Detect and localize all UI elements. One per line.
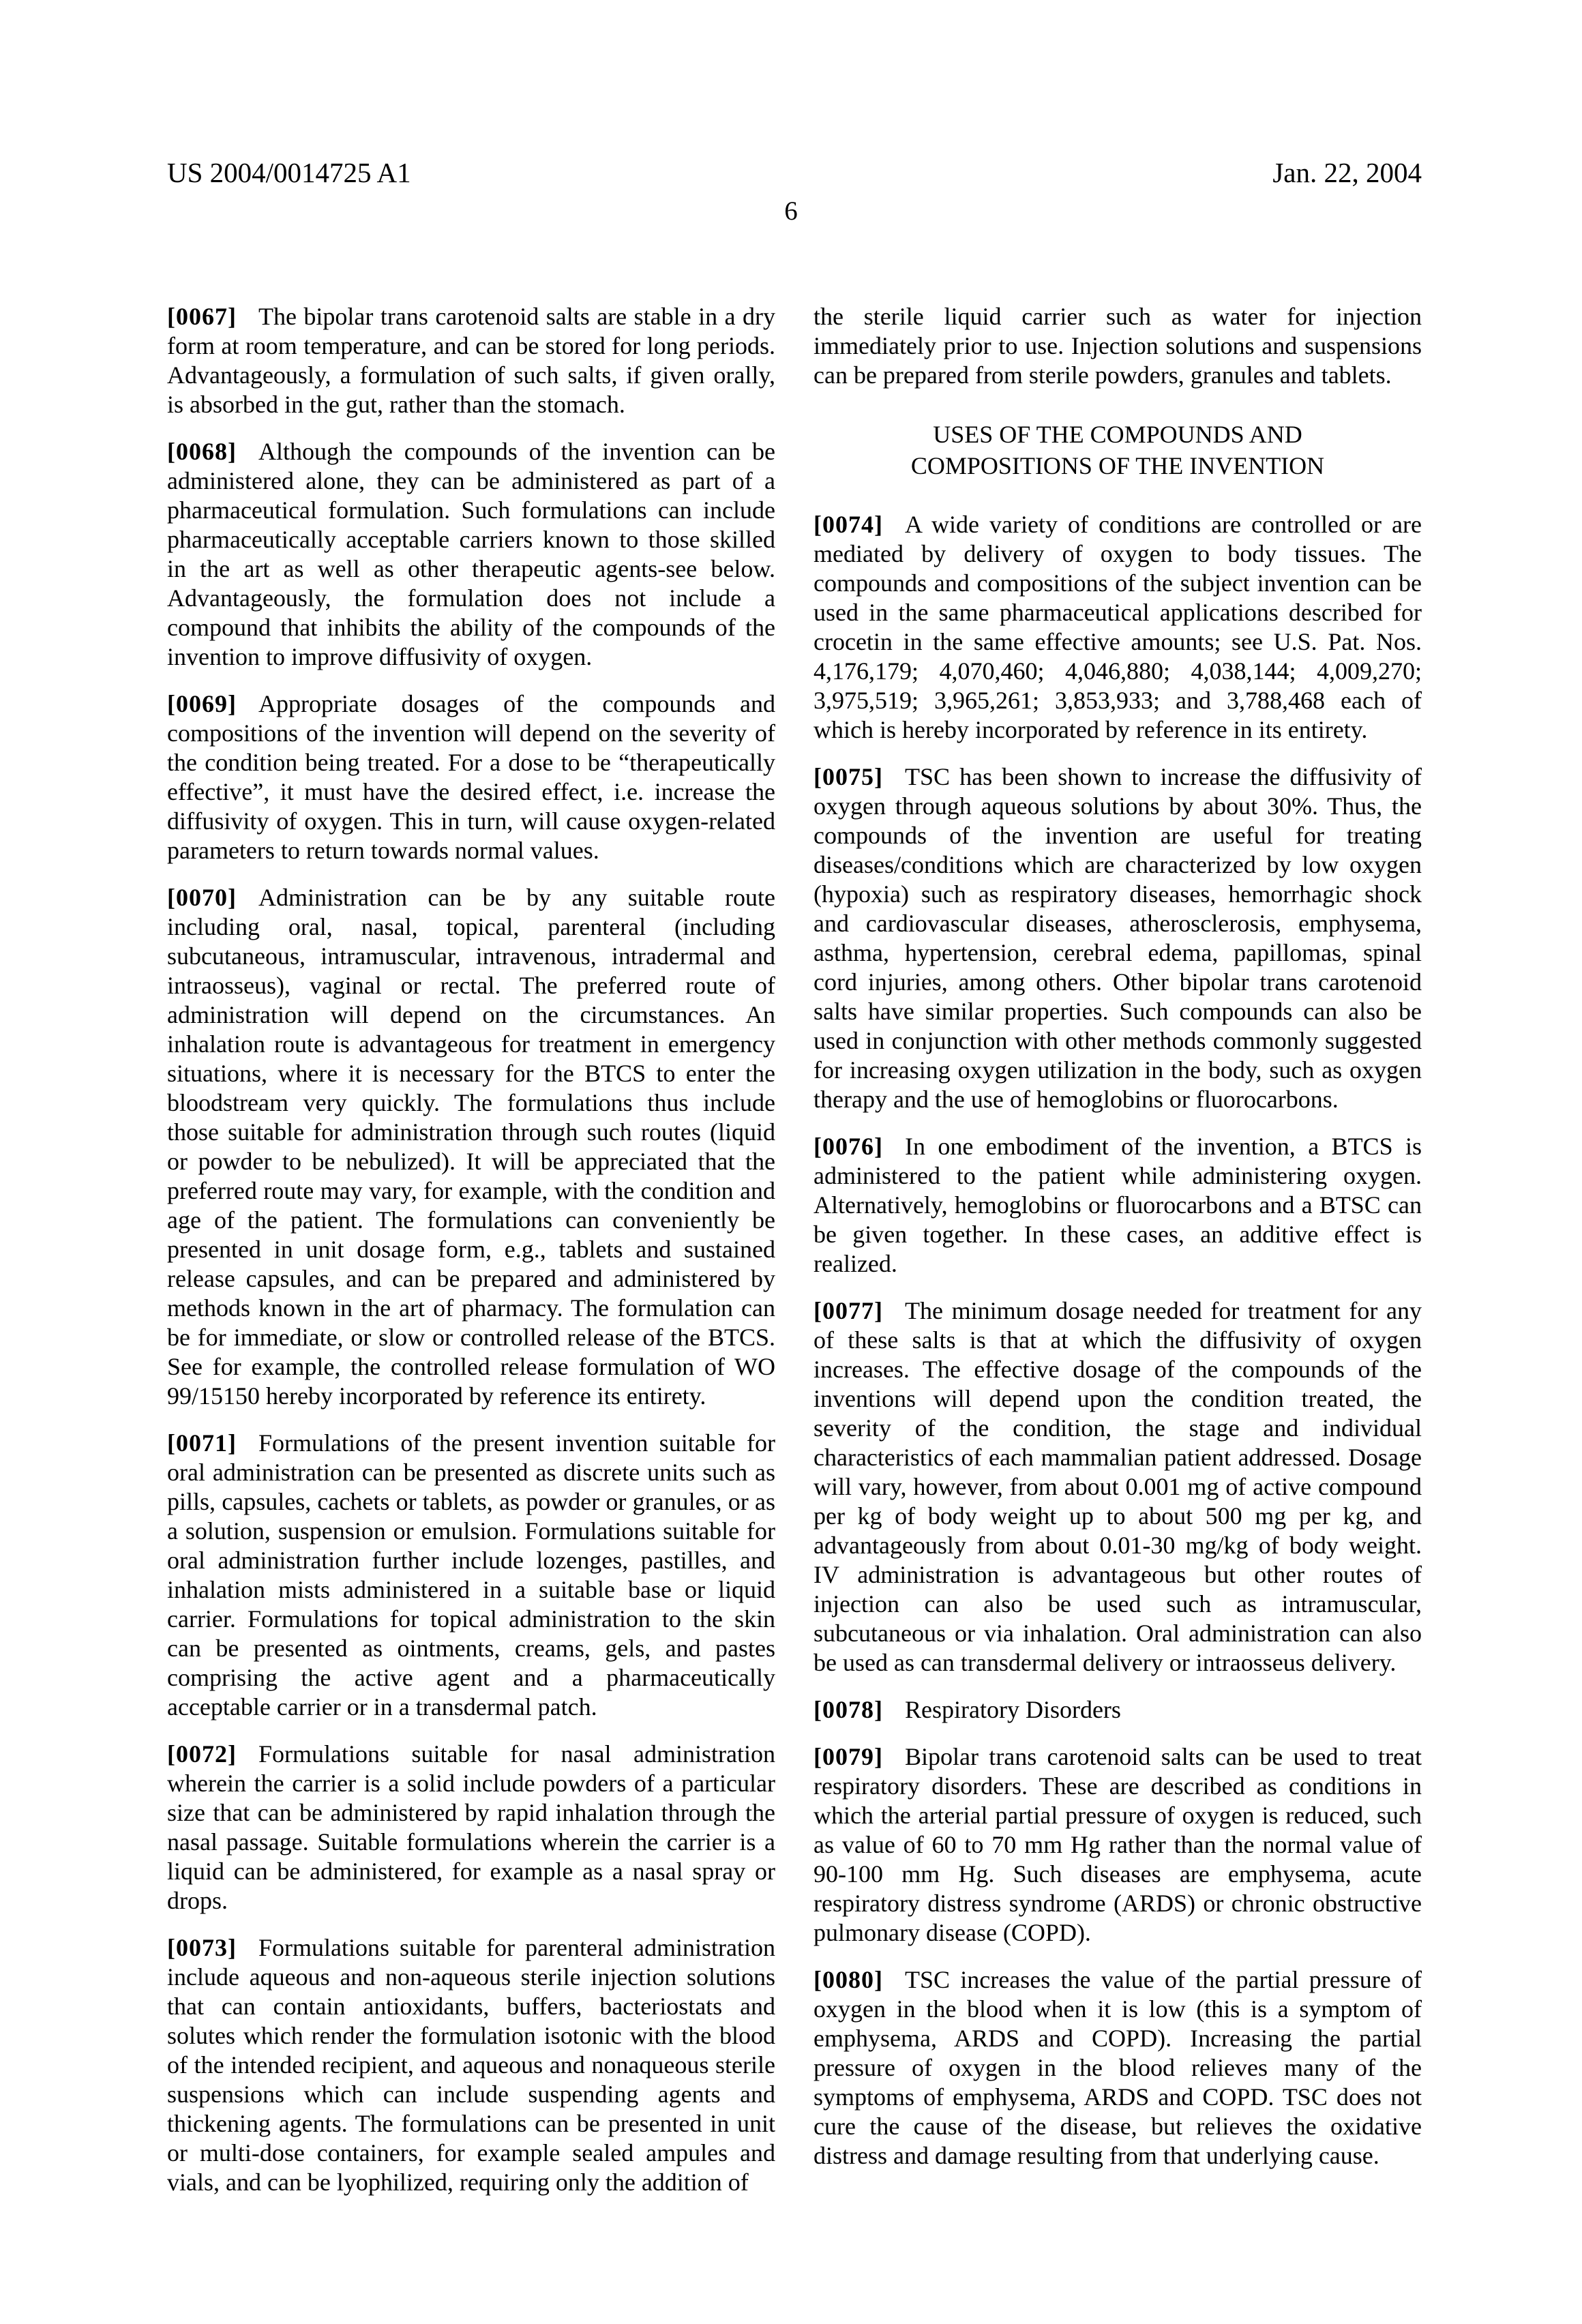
paragraph-text: TSC increases the value of the partial pressure of oxygen in the blood when it is low (this is a symptom of emphysema, ARDS and COPD). Increasing the partial pressure of oxygen in the blood relieves many of the symptoms of emphysema, ARDS and COPD. TSC does not cure the cause of the disease, but relieves the oxidative distress and damage resulting from that underlying cause. [814,1966,1422,2169]
paragraph-text: Administration can be by any suitable route including oral, nasal, topical, parenteral (including subcutaneous, intramuscular, intravenous, intradermal and intraosseus), vaginal or rectal. The preferred route of administration will depend on the circumstances. An inhalation route is advantageous for treatment in emergency situations, where it is necessary for the BTCS to enter the bloodstream very quickly. The formulations thus include those suitable for administration through such routes (liquid or powder to be nebulized). It will be appreciated that the preferred route may vary, for example, with the condition and age of the patient. The formulations can conveniently be presented in unit dosage form, e.g., tablets and sustained release capsules, and can be prepared and administered by methods known in the art of pharmacy. The formulation can be for immediate, or slow or controlled release of the BTCS. See for example, the controlled release formulation of WO 99/15150 hereby incorporated by reference its entirety. [167,884,775,1410]
paragraph-number: [0080] [814,1966,883,1993]
paragraph-text: Formulations of the present invention suitable for oral administration can be presented as discrete units such as pills, capsules, cachets or tablets, as powder or granules, or as a solution, suspension or emulsion. Formulations suitable for oral administration further include lozenges, pastilles, and inhalation mists administered in a suitable base or liquid carrier. Formulations for topical administration to the skin can be presented as ointments, creams, gels, and pastes comprising the active agent and a pharmaceutically acceptable carrier or in a transdermal patch. [167,1429,775,1720]
paragraph-text: In one embodiment of the invention, a BTCS is administered to the patient while administering oxygen. Alternatively, hemoglobins or fluorocarbons and a BTSC can be given together. In these cases, an additive effect is realized. [814,1133,1422,1277]
paragraph [814,1695,1422,1725]
paragraph-number: [0067] [167,303,237,330]
publication-date: Jan. 22, 2004 [1272,157,1422,188]
patent-publication-number: US 2004/0014725 A1 [167,157,411,188]
paragraph-text: A wide variety of conditions are controlled or are mediated by delivery of oxygen to body tissues. The compounds and compositions of the subject invention can be used in the same pharmaceutical applications described for crocetin in the same effective amounts; see U.S. Pat. Nos. 4,176,179; 4,070,460; 4,046,880; 4,038,144; 4,009,270; 3,975,519; 3,965,261; 3,853,933; and 3,788,468 each of which is hereby incorporated by reference in its entirety. [814,511,1422,743]
paragraph-number: [0079] [814,1743,883,1770]
paragraph-text: Formulations suitable for nasal administration wherein the carrier is a solid include powders of a particular size that can be administered by rapid inhalation through the nasal passage. Suitable formulations wherein the carrier is a liquid can be administered, for example as a nasal spray or drops. [167,1740,775,1914]
paragraph [814,762,1422,1114]
section-heading-line: COMPOSITIONS OF THE INVENTION [910,452,1325,479]
paragraph-text: The minimum dosage needed for treatment for any of these salts is that at which the diffusivity of oxygen increases. The effective dosage of the compounds of the inventions will depend upon the condition treated, the severity of the condition, the stage and individual characteristics of each mammalian patient addressed. Dosage will vary, however, from about 0.001 mg of active compound per kg of body weight up to about 500 mg per kg, and advantageously from about 0.01-30 mg/kg of body weight. IV administration is advantageous but other routes of injection can also be used such as intramuscular, subcutaneous or via inhalation. Oral administration can also be used as can transdermal delivery or intraosseus delivery. [814,1297,1422,1676]
paragraph [167,1429,775,1722]
text-columns [167,302,1422,2215]
paragraph-text: Bipolar trans carotenoid salts can be used to treat respiratory disorders. These are described as conditions in which the arterial partial pressure of oxygen is reduced, such as value of 60 to 70 mm Hg rather than the normal value of 90-100 mm Hg. Such diseases are emphysema, acute respiratory distress syndrome (ARDS) or chronic obstructive pulmonary disease (COPD). [814,1743,1422,1946]
paragraph-text: Although the compounds of the invention can be administered alone, they can be administered as part of a pharmaceutical formulation. Such formulations can include pharmaceutically acceptable carriers known to those skilled in the art as well as other therapeutic agents-see below. Advantageously, the formulation does not include a compound that inhibits the ability of the compounds of the invention to improve diffusivity of oxygen. [167,438,775,670]
section-heading-line: USES OF THE COMPOUNDS AND [933,421,1302,448]
paragraph-text: Respiratory Disorders [904,1696,1121,1723]
left-column [167,302,775,2215]
paragraph-text: Appropriate dosages of the compounds and compositions of the invention will depend on the severity of the condition being treated. For a dose to be “therapeutically effective”, it must have the desired effect, i.e. increase the diffusivity of oxygen. This in turn, will cause oxygen-related parameters to return towards normal values. [167,690,775,864]
paragraph [814,1132,1422,1279]
paragraph [167,1740,775,1916]
paragraph-number: [0074] [814,511,883,538]
paragraph-text: Formulations suitable for parenteral administration include aqueous and non-aqueous sterile injection solutions that can contain antioxidants, buffers, bacteriostats and solutes which render the formulation isotonic with the blood of the intended recipient, and aqueous and nonaqueous sterile suspensions which can include suspending agents and thickening agents. The formulations can be presented in unit or multi-dose containers, for example sealed ampules and vials, and can be lyophilized, requiring only the addition of [167,1934,775,2196]
paragraph [814,1742,1422,1948]
paragraph [167,437,775,672]
paragraph-text: TSC has been shown to increase the diffusivity of oxygen through aqueous solutions by about 30%. Thus, the compounds of the invention are useful for treating diseases/conditions which are characterized by low oxygen (hypoxia) such as respiratory diseases, hemorrhagic shock and cardiovascular diseases, atherosclerosis, emphysema, asthma, hypertension, cerebral edema, papillomas, spinal cord injuries, among others. Other bipolar trans carotenoid salts have similar properties. Such compounds can also be used in conjunction with other methods commonly suggested for increasing oxygen utilization in the body, such as oxygen therapy and the use of hemoglobins or fluorocarbons. [814,763,1422,1113]
paragraph-number: [0070] [167,884,237,911]
continuation-text: the sterile liquid carrier such as water for injection immediately prior to use. Injection solutions and suspensions can be prepared from sterile powders, granules and tablets. [814,303,1422,389]
paragraph-number: [0073] [167,1934,237,1961]
section-heading [814,419,1422,481]
paragraph [814,1965,1422,2171]
paragraph-number: [0075] [814,763,883,790]
paragraph-text: The bipolar trans carotenoid salts are stable in a dry form at room temperature, and can be stored for long periods. Advantageously, a formulation of such salts, if given orally, is absorbed in the gut, rather than the stomach. [167,303,775,418]
paragraph [814,1296,1422,1678]
paragraph-number: [0071] [167,1429,237,1457]
right-column [814,302,1422,2215]
paragraph-number: [0076] [814,1133,883,1160]
paragraph [167,689,775,865]
paragraph-number: [0068] [167,438,237,465]
paragraph-number: [0077] [814,1297,883,1324]
page-number: 6 [784,196,798,226]
paragraph [167,1933,775,2197]
paragraph [167,883,775,1411]
paragraph [814,510,1422,745]
paragraph-number: [0078] [814,1696,883,1723]
page-header [167,157,1422,188]
paragraph-number: [0069] [167,690,237,717]
paragraph [167,302,775,419]
paragraph-number: [0072] [167,1740,237,1768]
